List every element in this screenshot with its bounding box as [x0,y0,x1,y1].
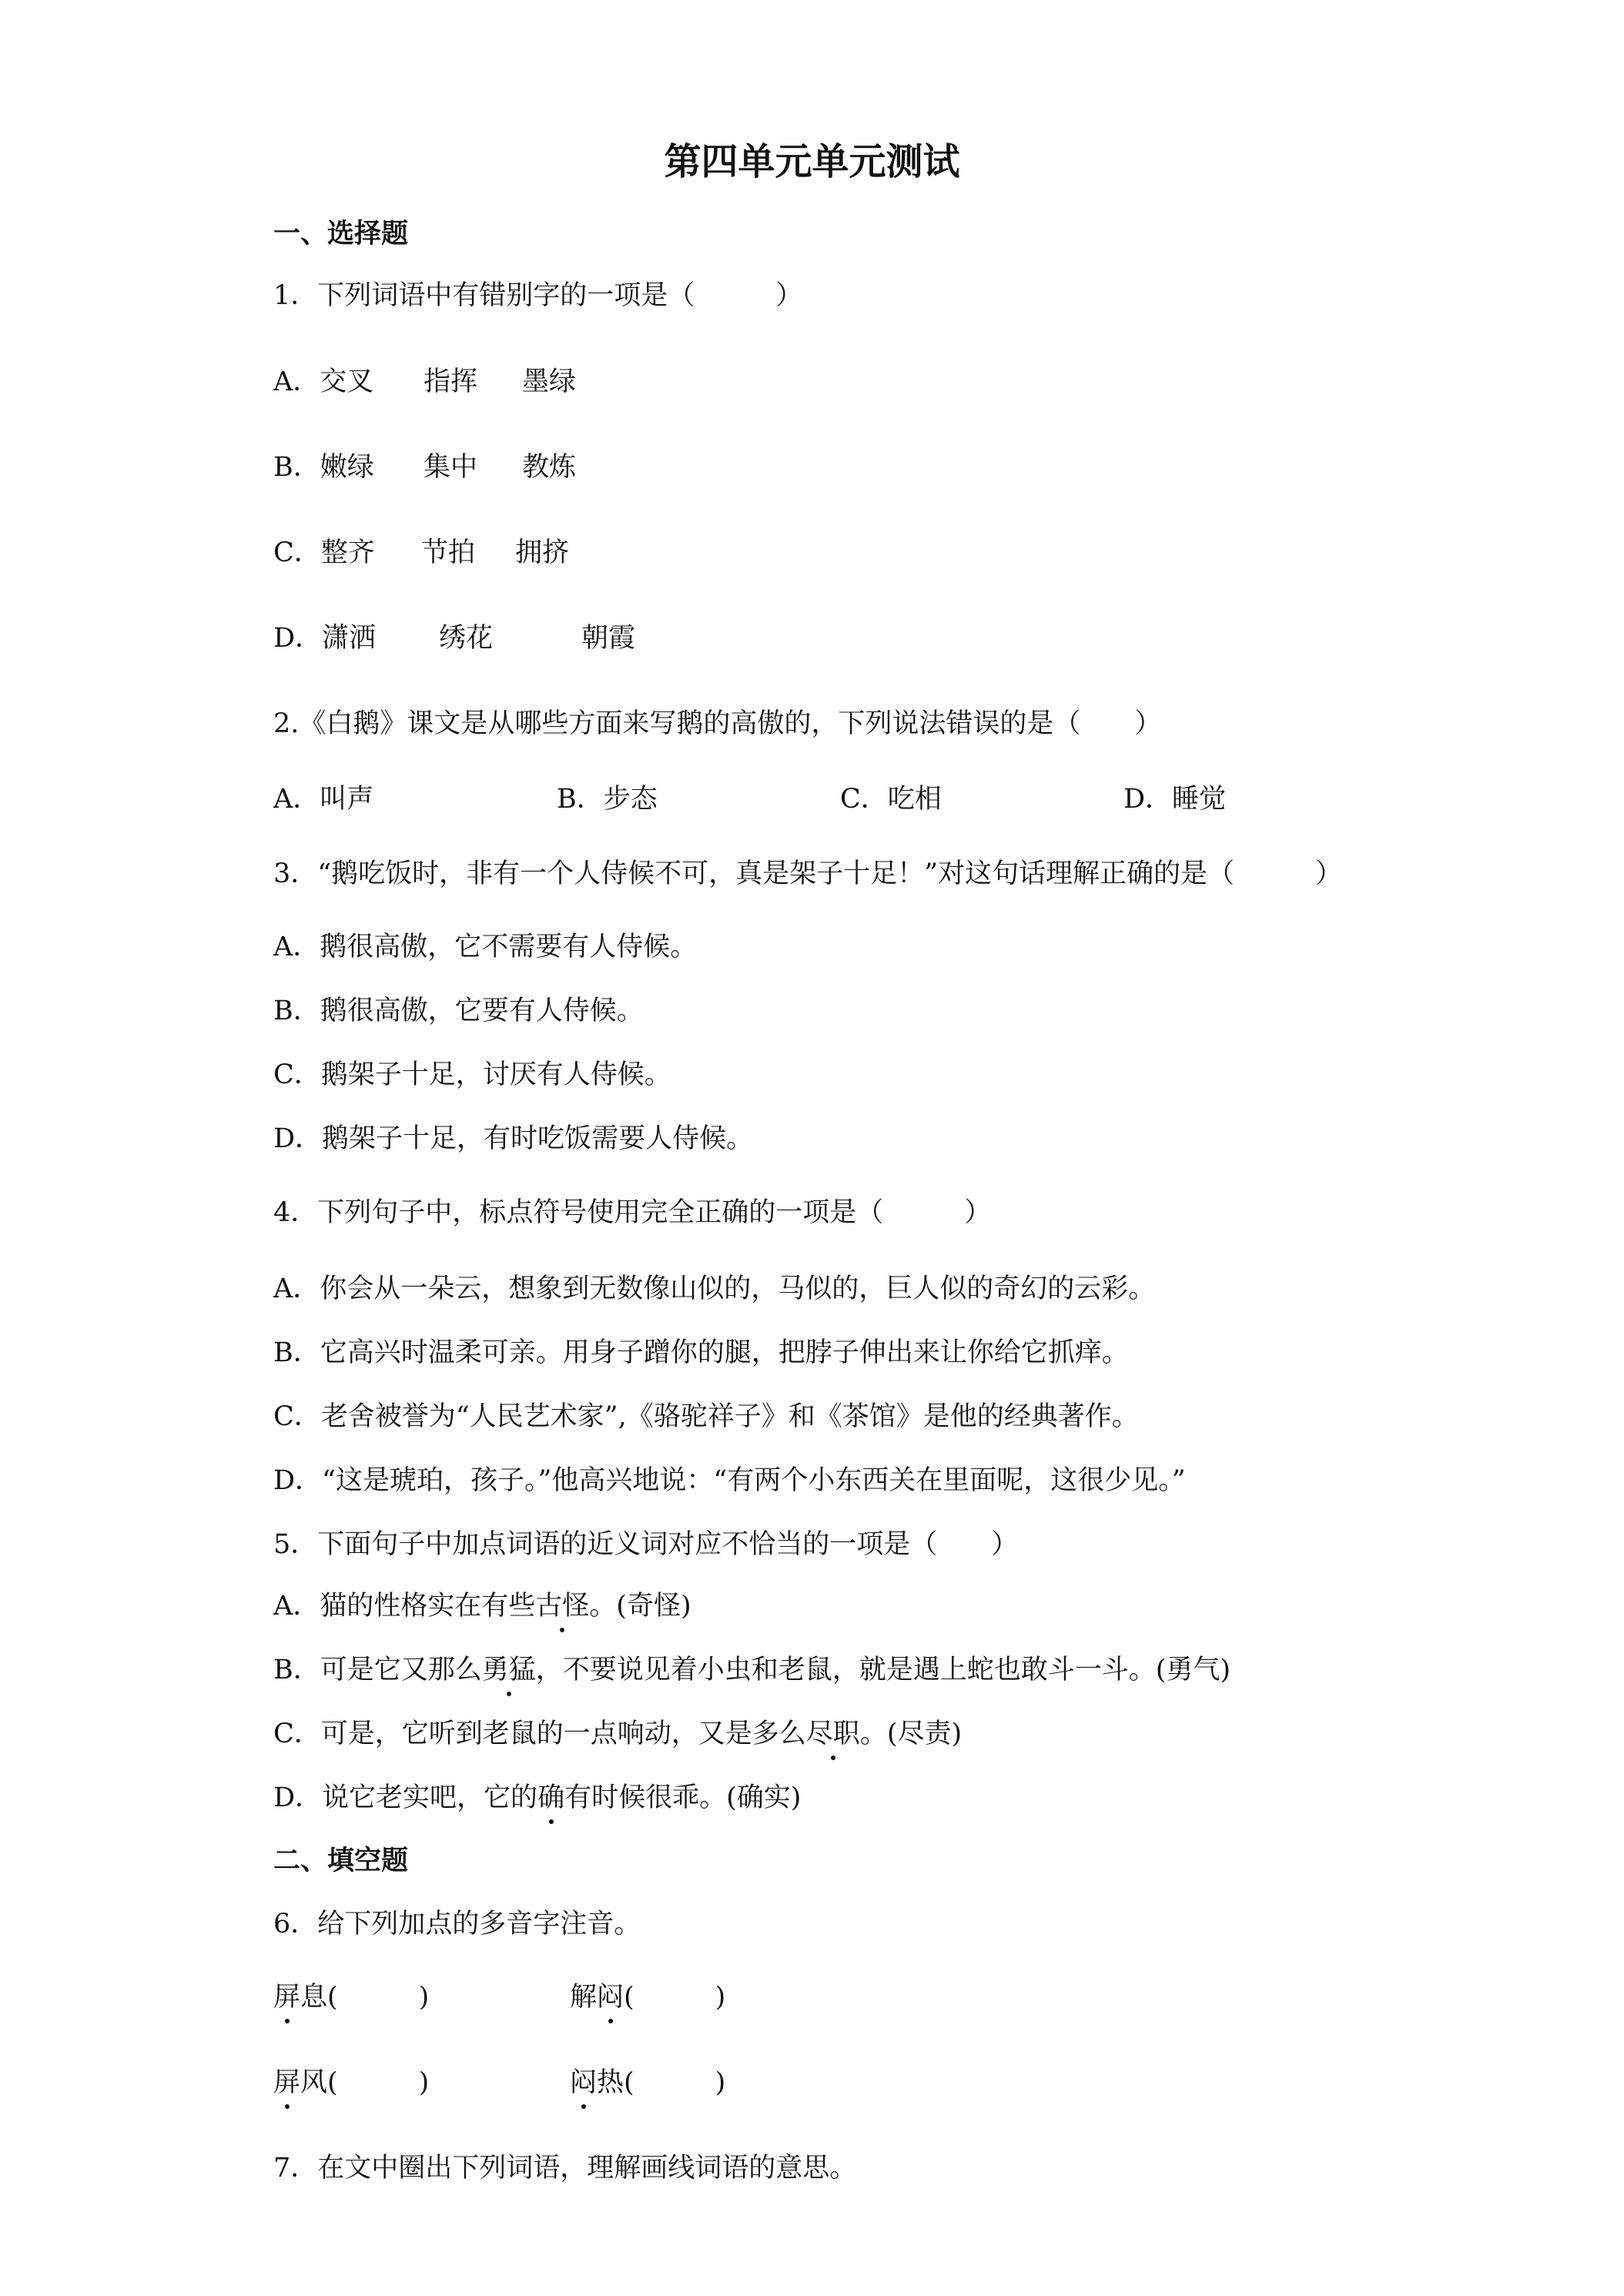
dotted-char: 闷 [597,1982,624,2013]
question-1-option-c [273,536,569,570]
option-d: D．睡觉 [1123,784,1227,815]
question-6-stem: 6．给下列加点的多音字注音。 [273,1909,641,1940]
question-1-stem: 1．下列词语中有错别字的一项是（ ） [273,280,803,311]
option-text: D．说它老实吧，它的 [273,1782,538,1813]
question-2-options [273,782,1226,816]
question-6-row-1 [273,1980,725,2014]
dotted-word: 勇猛 [481,1655,536,1685]
option-text: 有时候很乖。(确实) [564,1782,802,1813]
question-5-option-c [273,1717,962,1751]
option-word: 墨绿 [522,366,577,397]
question-1-option-b [273,450,576,484]
question-5-option-a [273,1589,691,1623]
dotted-word: 确 [537,1782,565,1813]
option-word: 绣花 [439,623,494,654]
item-text: 息( ) [300,1982,430,2013]
question-2-stem: 2.《白鹅》课文是从哪些方面来写鹅的高傲的，下列说法错误的是（ ） [273,708,1162,739]
option-word: B．嫩绿 [273,452,374,483]
option-word: 教炼 [522,452,577,483]
option-text: B．可是它又那么 [273,1655,482,1685]
question-4-option-b: B．它高兴时温柔可亲。用身子蹭你的腿，把脖子伸出来让你给它抓痒。 [273,1337,1129,1368]
pinyin-item [570,2066,725,2100]
item-text: 风( ) [300,2067,430,2098]
option-word: 节拍 [421,537,476,568]
section-heading-fill: 二、填空题 [273,1846,409,1876]
pinyin-item [273,2066,570,2100]
dotted-char: 屏 [273,2067,301,2098]
item-text: 热( ) [597,2067,726,2098]
option-word: 朝霞 [581,623,636,654]
question-3-option-c: C．鹅架子十足，讨厌有人侍候。 [273,1059,671,1090]
option-word: 集中 [424,452,478,483]
option-c: C．吃相 [840,784,942,815]
option-word: C．整齐 [273,537,375,568]
question-3-option-d: D．鹅架子十足，有时吃饭需要人侍候。 [273,1123,754,1154]
option-text: ，不要说见着小虫和老鼠，就是遇上蛇也敢斗一斗。(勇气) [535,1655,1231,1685]
question-5-stem: 5．下面句子中加点词语的近义词对应不恰当的一项是（ ） [273,1529,1019,1560]
pinyin-item [273,1980,570,2014]
question-3-stem: 3．“鹅吃饭时，非有一个人侍候不可，真是架子十足！”对这句话理解正确的是（ ） [273,858,1343,889]
option-text: 。(奇怪) [589,1591,691,1622]
section-heading-choice: 一、选择题 [273,219,409,249]
question-6-row-2 [273,2066,725,2100]
question-1-option-d [273,621,635,655]
option-text: 。(尽责) [859,1719,963,1749]
option-word: 指挥 [424,366,478,397]
option-b: B．步态 [557,784,658,815]
question-4-option-a: A．你会从一朵云，想象到无数像山似的，马似的，巨人似的奇幻的云彩。 [273,1274,1156,1304]
dotted-word: 古怪 [535,1591,590,1622]
item-text: 解 [570,1982,598,2013]
option-word: D．潇洒 [273,623,377,654]
question-4-stem: 4．下列句子中，标点符号使用完全正确的一项是（ ） [273,1197,992,1228]
question-3-option-b: B．鹅很高傲，它要有人侍候。 [273,996,644,1026]
option-a: A．叫声 [273,784,374,815]
dotted-char: 屏 [273,1982,301,2013]
question-4-option-c: C．老舍被誉为“人民艺术家”,《骆驼祥子》和《茶馆》是他的经典著作。 [273,1401,1139,1432]
option-word: 拥挤 [515,537,570,568]
question-7-stem: 7．在文中圈出下列词语，理解画线词语的意思。 [273,2153,857,2184]
option-text: A．猫的性格实在有些 [273,1591,536,1622]
question-1-option-a [273,365,576,399]
page-title: 第四单元单元测试 [664,140,960,183]
dotted-word: 尽职 [805,1719,860,1749]
item-text: ( ) [624,1982,726,2013]
question-4-option-d: D．“这是琥珀，孩子。”他高兴地说：“有两个小东西关在里面呢，这很少见。” [273,1465,1186,1496]
dotted-char: 闷 [570,2067,598,2098]
question-5-option-b [273,1653,1231,1687]
option-word: A．交叉 [273,366,374,397]
option-text: C．可是，它听到老鼠的一点响动，又是多么 [273,1719,806,1749]
question-3-option-a: A．鹅很高傲，它不需要有人侍候。 [273,932,698,962]
question-5-option-d [273,1781,801,1815]
pinyin-item [570,1980,725,2014]
